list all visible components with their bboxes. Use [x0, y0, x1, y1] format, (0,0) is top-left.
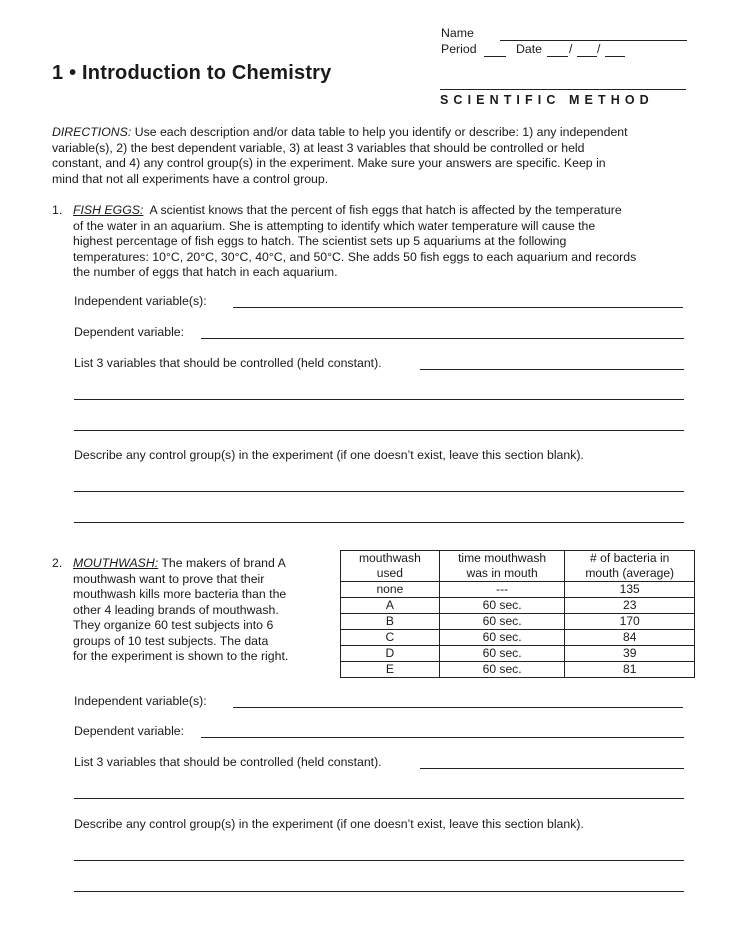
table-header-cell: # of bacteria in mouth (average) [565, 551, 695, 582]
table-cell: 60 sec. [439, 630, 565, 646]
question-2-title: MOUTHWASH: [73, 556, 159, 570]
period-label: Period [441, 42, 477, 56]
question-line: The makers of brand A [161, 556, 286, 570]
question-line: groups of 10 test subjects. The data [73, 633, 269, 648]
table-row [341, 598, 695, 614]
directions [52, 125, 702, 187]
directions-label: DIRECTIONS: [52, 125, 132, 139]
table-header-cell: mouthwash used [341, 551, 440, 582]
dependent-variable-field[interactable] [201, 338, 684, 339]
control-group-field[interactable] [74, 891, 684, 892]
date-year-field[interactable] [605, 56, 625, 57]
table-header-row [341, 551, 695, 582]
table-cell: 60 sec. [439, 598, 565, 614]
table-cell: 60 sec. [439, 614, 565, 630]
controlled-variables-field[interactable] [74, 430, 684, 431]
directions-line: constant, and 4) any control group(s) in the experiment. Make sure your answers are specific. Keep in [52, 156, 606, 170]
table-cell: --- [439, 582, 565, 598]
table-cell: D [341, 646, 440, 662]
control-group-field[interactable] [74, 522, 684, 523]
title-rule [440, 89, 686, 90]
directions-line: Use each description and/or data table to help you identify or describe: 1) any independent [134, 125, 628, 139]
controlled-variables-label: List 3 variables that should be controlled (held constant). [74, 356, 382, 370]
table-cell: 84 [565, 630, 695, 646]
controlled-variables-field[interactable] [420, 369, 684, 370]
controlled-variables-label: List 3 variables that should be controlled (held constant). [74, 755, 382, 769]
table-row [341, 614, 695, 630]
independent-variable-label: Independent variable(s): [74, 294, 207, 308]
mouthwash-data-table [340, 550, 695, 678]
table-row [341, 662, 695, 678]
directions-line: mind that not all experiments have a control group. [52, 171, 329, 186]
table-cell: C [341, 630, 440, 646]
date-separator: / [569, 42, 573, 56]
dependent-variable-field[interactable] [201, 737, 684, 738]
table-cell: 170 [565, 614, 695, 630]
question-line: for the experiment is shown to the right. [73, 649, 289, 663]
name-label: Name [441, 26, 474, 40]
independent-variable-field[interactable] [233, 307, 683, 308]
directions-line: variable(s), 2) the best dependent variable, 3) at least 3 variables that should be controlled or held [52, 140, 585, 155]
table-cell: 60 sec. [439, 662, 565, 678]
table-cell: B [341, 614, 440, 630]
table-cell: 23 [565, 598, 695, 614]
question-line: A scientist knows that the percent of fish eggs that hatch is affected by the temperature [149, 203, 622, 217]
table-cell: 135 [565, 582, 695, 598]
question-2-text [73, 556, 338, 665]
question-line: mouthwash kills more bacteria than the [73, 587, 287, 601]
dependent-variable-label: Dependent variable: [74, 724, 185, 738]
table-cell: A [341, 598, 440, 614]
question-line: temperatures: 10°C, 20°C, 30°C, 40°C, and 50°C. She adds 50 fish eggs to each aquarium and records [73, 249, 637, 264]
question-line: of the water in an aquarium. She is attempting to identify which water temperature will cause the [73, 218, 596, 233]
date-day-field[interactable] [577, 56, 597, 57]
independent-variable-field[interactable] [233, 707, 683, 708]
controlled-variables-field[interactable] [74, 798, 684, 799]
question-line: other 4 leading brands of mouthwash. [73, 602, 279, 617]
control-group-field[interactable] [74, 860, 684, 861]
date-month-field[interactable] [547, 56, 568, 57]
controlled-variables-field[interactable] [420, 768, 684, 769]
table-row [341, 630, 695, 646]
table-row [341, 582, 695, 598]
table-header-cell: time mouthwash was in mouth [439, 551, 565, 582]
table-cell: none [341, 582, 440, 598]
name-field[interactable] [500, 40, 687, 41]
question-line: mouthwash want to prove that their [73, 571, 265, 586]
question-number: 2. [52, 556, 63, 570]
question-line: They organize 60 test subjects into 6 [73, 618, 274, 632]
section-subtitle: SCIENTIFIC METHOD [440, 93, 654, 107]
question-line: highest percentage of fish eggs to hatch. The scientist sets up 5 aquariums at the following [73, 234, 567, 248]
control-group-label: Describe any control group(s) in the experiment (if one doesn’t exist, leave this section blank). [74, 448, 584, 462]
question-line: the number of eggs that hatch in each aquarium. [73, 265, 338, 279]
dependent-variable-label: Dependent variable: [74, 325, 185, 339]
table-row [341, 646, 695, 662]
control-group-label: Describe any control group(s) in the experiment (if one doesn’t exist, leave this section blank). [74, 817, 584, 831]
control-group-field[interactable] [74, 491, 684, 492]
table-cell: E [341, 662, 440, 678]
date-separator: / [597, 42, 601, 56]
question-1-text [73, 203, 703, 281]
date-label: Date [516, 42, 542, 56]
table-cell: 39 [565, 646, 695, 662]
table-cell: 60 sec. [439, 646, 565, 662]
page-title: 1 • Introduction to Chemistry [52, 62, 332, 84]
independent-variable-label: Independent variable(s): [74, 694, 207, 708]
controlled-variables-field[interactable] [74, 399, 684, 400]
period-field[interactable] [484, 56, 506, 57]
table-cell: 81 [565, 662, 695, 678]
question-number: 1. [52, 203, 63, 217]
question-1-title: FISH EGGS: [73, 203, 144, 217]
